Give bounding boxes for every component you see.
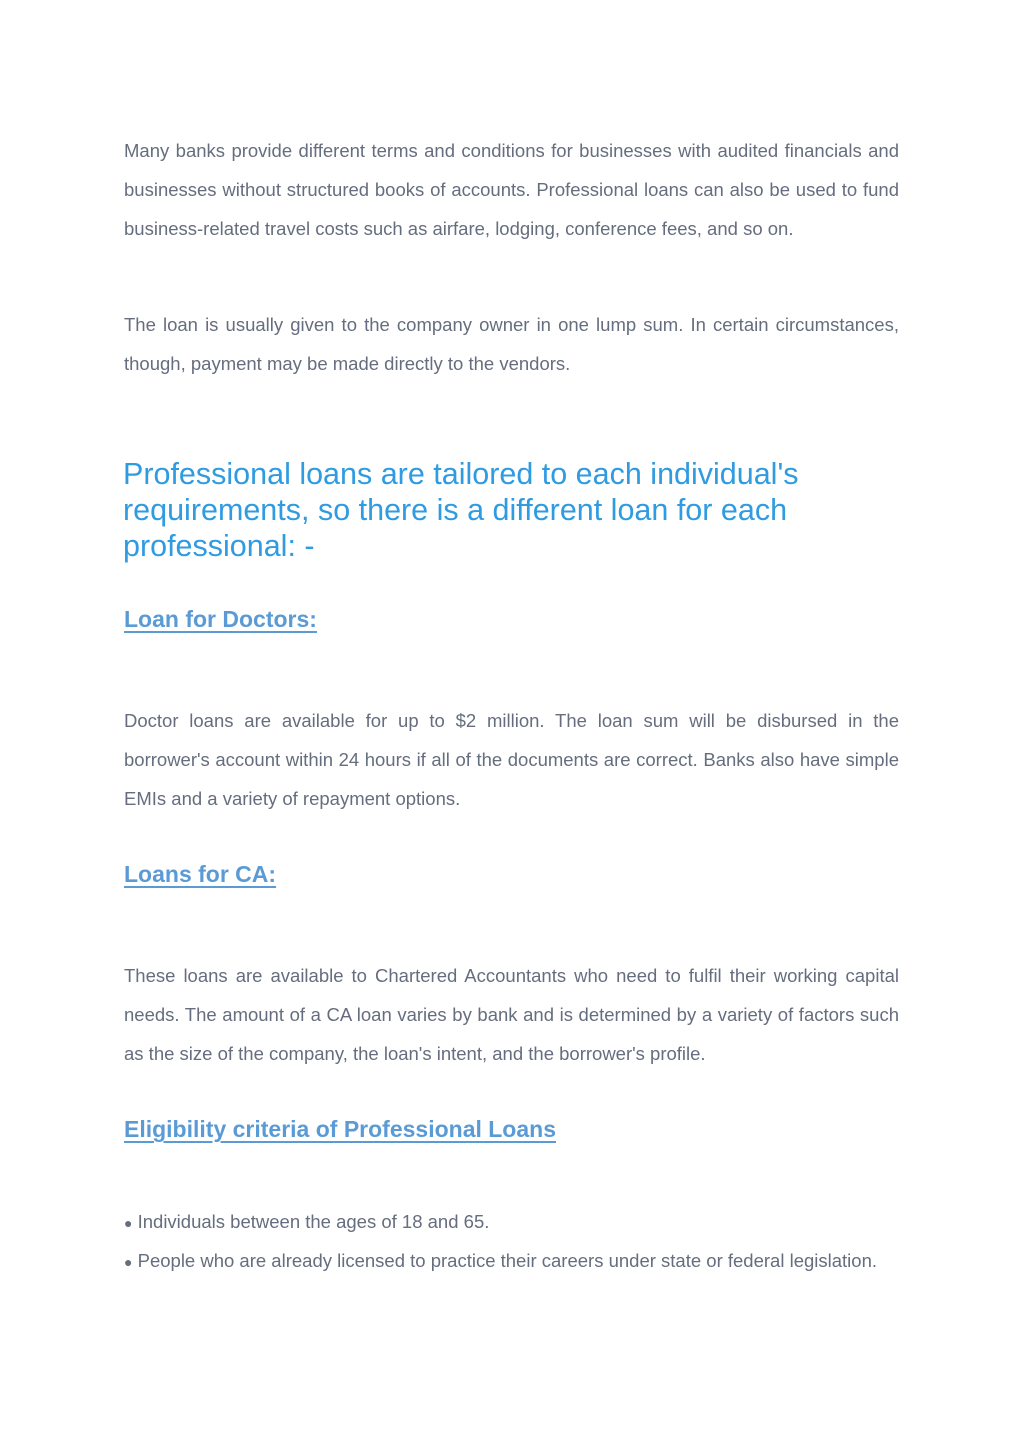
eligibility-heading: Eligibility criteria of Professional Loans: [124, 1116, 556, 1142]
eligibility-item-age: Individuals between the ages of 18 and 65.: [137, 1211, 490, 1232]
bullet-icon: ●: [124, 1254, 133, 1270]
list-item: [124, 1242, 899, 1282]
ca-heading: Loans for CA:: [124, 861, 277, 887]
bullet-icon: ●: [124, 1215, 133, 1231]
main-heading: Professional loans are tailored to each individual's requirements, so there is a different loan for each professional: -: [123, 457, 799, 563]
eligibility-item-license: People who are already licensed to practice their careers under state or federal legislation.: [137, 1250, 877, 1271]
ca-paragraph: These loans are available to Chartered Accountants who need to fulfil their working capital needs. The amount of a CA loan varies by bank and is determined by a variety of factors such as the size of the company, the loan's intent, and the borrower's profile.: [124, 965, 899, 1064]
lump-sum-paragraph: The loan is usually given to the company owner in one lump sum. In certain circumstances, though, payment may be made directly to the vendors.: [124, 314, 899, 374]
list-item: [124, 1203, 899, 1243]
intro-paragraph: Many banks provide different terms and conditions for businesses with audited financials and businesses without structured books of accounts. Professional loans can also be used to fund business-related travel costs such as airfare, lodging, conference fees, and so on.: [124, 140, 899, 239]
doctors-heading: Loan for Doctors:: [124, 606, 317, 632]
doctors-paragraph: Doctor loans are available for up to $2 million. The loan sum will be disbursed in the borrower's account within 24 hours if all of the documents are correct. Banks also have simple EMIs and a variety of repayment options.: [124, 710, 899, 809]
